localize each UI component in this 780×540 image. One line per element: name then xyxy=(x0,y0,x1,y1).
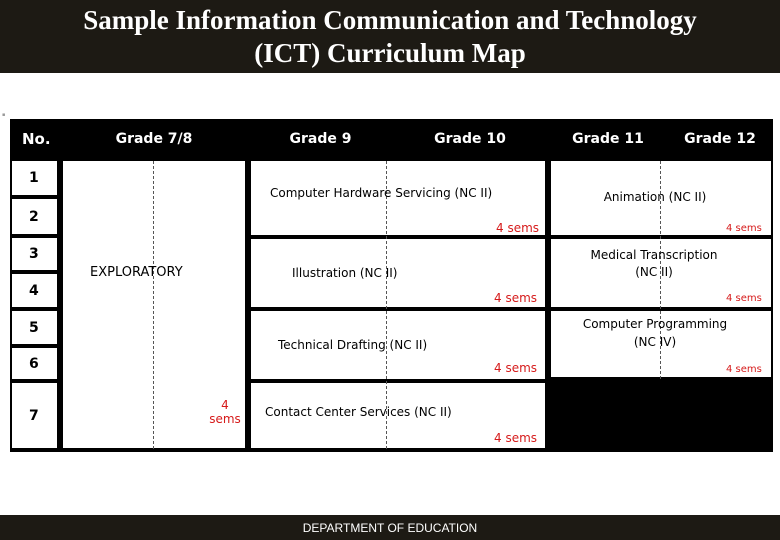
footer-text: DEPARTMENT OF EDUCATION xyxy=(302,520,478,535)
course-name: Illustration (NC II) xyxy=(292,266,398,280)
course-sems: 4 sems xyxy=(494,431,538,445)
header-grade-7-8: Grade 7/8 xyxy=(115,131,193,147)
course-sems: 4 sems xyxy=(726,364,762,375)
row-number: 4 xyxy=(10,272,59,309)
course-sems: 4 sems xyxy=(726,223,762,234)
footer-bar xyxy=(0,515,780,540)
page-title-line-1: Sample Information Communication and Technology xyxy=(83,5,697,35)
course-name: (NC II) xyxy=(635,265,673,279)
exploratory-label: EXPLORATORY xyxy=(90,265,183,280)
row-number: 7 xyxy=(10,381,59,450)
curriculum-map-table xyxy=(10,119,773,452)
course-sems: 4 sems xyxy=(494,291,538,305)
header-no: No. xyxy=(22,130,51,148)
header-grade-12: Grade 12 xyxy=(684,131,756,147)
course-name: Technical Drafting (NC II) xyxy=(278,338,428,352)
row-number: 1 xyxy=(10,159,59,197)
course-name: Animation (NC II) xyxy=(603,190,707,204)
header-grade-10: Grade 10 xyxy=(434,131,506,147)
row-number: 5 xyxy=(10,309,59,346)
grade-divider xyxy=(153,161,154,449)
course-name: (NC IV) xyxy=(633,335,677,349)
course-name: Medical Transcription xyxy=(590,248,718,262)
exploratory-sems: 4 sems xyxy=(209,398,241,426)
row-number: 3 xyxy=(10,236,59,272)
course-name: Contact Center Services (NC II) xyxy=(265,405,452,419)
course-sems: 4 sems xyxy=(496,221,540,235)
header-grade-11: Grade 11 xyxy=(572,131,644,147)
row-number: 6 xyxy=(10,346,59,381)
course-sems: 4 sems xyxy=(494,361,538,375)
course-name: Computer Programming xyxy=(582,317,728,331)
slide-mark: ▪ xyxy=(2,112,6,118)
page-title-line-2: (ICT) Curriculum Map xyxy=(254,38,526,68)
title-bar xyxy=(0,0,780,73)
course-name: Computer Hardware Servicing (NC II) xyxy=(270,186,493,200)
course-sems: 4 sems xyxy=(726,293,762,304)
row-number: 2 xyxy=(10,197,59,236)
header-grade-9: Grade 9 xyxy=(289,131,352,147)
